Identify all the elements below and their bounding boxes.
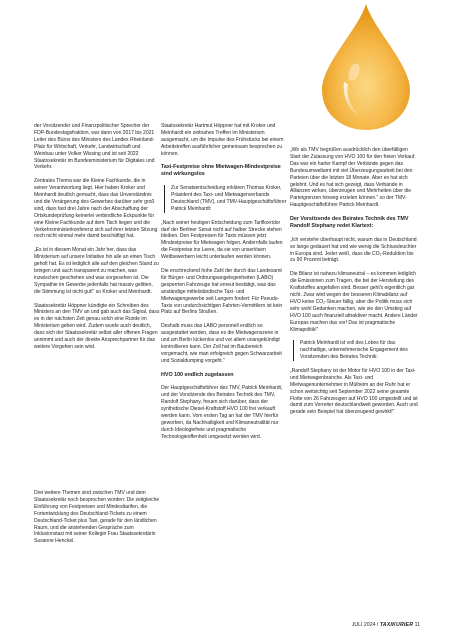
page-footer (352, 622, 420, 628)
body-paragraph: Deshalb muss das LABO personell endlich so ausgestattet werden, dass es die Mietwagenszene in und um Berlin lückenlos und vor allem unangekündigt kontrollieren kann. Der Zoll hat im Baubereich vorgemacht, wie man erfolgreich gegen Schwarzarbeit und Sozialdumping vorgeht.“ (161, 323, 282, 364)
text-segment (290, 147, 418, 423)
body-paragraph: Die erschreckend hohe Zahl der durch das Landesamt für Bürger- und Ordnungsangelegenheiten (LABO) gesperrten Fahrzeuge hat erneut bestätigt, was das anständige mittelständische Taxi- und Mietwagengewerbe seit Langem fordert: Für Pseudo-Taxis von undurchsichtigen Fahrten-Vermittlern ist kein Platz auf Berlins Straßen. (161, 267, 283, 316)
body-paragraph: Die Bilanz ist nahezu klimaneutral – es kommen lediglich die Emissionen zum Tragen, die bei der Herstellung des Kraftstoffes angefallen sind. Besser geht's eigentlich gar nicht. Zwar wird wegen der besseren Klimabilanz auf HVO keine CO₂-Steuer fällig, aber die Politik muss sich sehr wohl Gedanken machen, wie sie den Umstieg auf HVO 100 auch finanziell attraktiver macht. Andere Länder Europas machen das vor! Das ist pragmatische Klimapolitik!“ (290, 271, 418, 333)
footer-issue: JULI 2024 (351, 622, 376, 628)
intro-paragraph: Patrick Meinhardt ist voll des Lobes für das nachhaltige, unternehmerische Engagement des Vorsitzenden des Beirates Technik: (293, 340, 418, 361)
section-heading: HVO 100 endlich zugelassen (161, 371, 234, 378)
drop-body (322, 4, 410, 130)
section-heading: Der Vorsitzende des Beirates Technik des TMV Randolf Stephany redet Klartext: (290, 216, 409, 229)
body-paragraph: Drei weitere Themen sind zwischen TMV und dem Staatssekretär noch besprochen worden: Die zeitgleiche Einführung von Festpreisen und Mindesttarifen, die Fortentwicklung des Deutschland-Tickets zu einem Deutschland-Ticket plus Taxi, gerade für den ländlichen Raum, und die anstehenden Gespräche zum Inklusionstaxi mit seiner Kollegin Frau Staatssekretärin Susanne Henckel. (34, 490, 160, 545)
body-paragraph: „Randolf Stephany ist der Motor für HVO 100 in der Taxi- und Mietwagenbranche. Als Taxi- und Mietwagenunternehmer in Mülheim an der Ruhr hat er schon weitsichtig seit September 2022 seine gesamte Flotte von 26 Fahrzeugen auf HVO 100 umgestellt und ist damit zum Vorreiter deutschlandweit geworden. Auch und gerade sein Beispiel hat überzeugend gewirkt!“ (290, 367, 418, 416)
body-paragraph: „Nach seiner heutigen Entscheidung zum Tarifkorridor darf der Berliner Senat nicht auf halber Strecke stehen bleiben. Den Festpreisen für Taxis müssen jetzt Mindestpreise für Mietwagen folgen. Andernfalls laufen die Festpreise ins Leere, da sie von unseriösen Wettbewerbern leicht unterlaufen werden können. (161, 219, 283, 261)
footer-separator: / (376, 622, 379, 628)
footer-brand: TAXIKURIER (379, 622, 414, 628)
section-heading: Taxi-Festpreise ohne Mietwagen-Mindestpreise sind wirkungslos (161, 164, 281, 178)
intro-paragraph: Zur Senatsentscheidung erklären Thomas Kroker, Präsident des Taxi- und Mietwagenverbands Deutschland (TMV), und TMV-Hauptgeschäftsführer Patrick Meinhardt: (164, 185, 287, 213)
body-paragraph: Staatssekretär Höppner kündigte ein Schreiben des Ministers an den TMV an und gab auch das Signal, dass es in der nächsten Zeit genau solch eine Runde im Ministerium geben wird. Zudem wurde auch deutlich, dass sich der Staatssekretär selbst aller offenen Fragen annimmt und auch der direkte Ansprechpartner für das weitere Vorgehen sein wird. (34, 302, 160, 350)
footer-page-number: 11 (414, 622, 420, 628)
body-paragraph: Zentrales Thema war die Kleine Fachkunde, die in seiner Verantwortung liegt. Hier haben Kroker und Meinhardt deutlich gemacht, dass das Unverständnis und die Verärgerung des Gewerbes darüber sehr groß sind, dass fast drei Jahre nach der Abschaffung der Ortskundeprüfung keinerlei verbindliche Eckpunkte für eine Kleine Fachkunde auf dem Tisch liegen und die Verkehrsministerkonferenz sich auf ihrer letzten Sitzung noch nicht einmal mehr damit beschäftigt hat. (34, 178, 158, 240)
body-paragraph: „Ich verstehe überhaupt nicht, warum das in Deutschland so lange gedauert hat und wie wenig die Schlussleuchter in Europa sind. Jeder weiß, dass die CO₂-Reduktion bis zu 90 Prozent beträgt. (290, 236, 417, 264)
text-segment (161, 123, 287, 447)
text-segment (34, 490, 160, 552)
body-paragraph: „Wir als TMV begrüßen ausdrücklich den überfälligen Start der Zulassung von HVO 100 für den freien Verkauf. Das war ein harter Kampf der Verbände gegen das Bundesumweltamt mit viel Überzeugungsarbeit bei den Parteien über die letzten 18 Monate. Aber es hat sich gelohnt. Und es hat sich gezeigt, dass Verbände in Allianzen wirken, überzeugen und Mehrheiten über die Parteigrenzen hinweg erzielen können.“ so der TMV-Hauptgeschäftsführer Patrick Meinhardt. (290, 147, 416, 209)
fuel-drop-icon (316, 2, 416, 134)
text-segment (34, 123, 160, 358)
body-paragraph: Staatssekretär Hartmut Höppner hat mit Kroker und Meinhardt ein zeitnahes Treffen im Ministerium ausgemacht, um die Impulse des Frühstücks bei einem Arbeitstreffen ausführlicher gemeinsam besprechen zu können. (161, 123, 284, 157)
body-paragraph: der Vorsitzender und Finanzpolitischer Sprecher der FDP-Bundestagsfraktion, war dann von 2017 bis 2021 Leiter des Büros des Ministers des Landes Rheinland-Pfalz für Wirtschaft, Verkehr, Landwirtschaft und Weinbau unter Volker Wissing und ist seit 2022 Staatssekretär im Bundesministerium für Digitales und Verkehr. (34, 123, 155, 171)
body-paragraph: „Es ist in diesem Monat ein Jahr her, dass das Ministerium auf unsere Initiative hin alle an einen Tisch geholt hat. Es ist lediglich alle auf den gleichen Stand zu bringen und auch transparent zu machen, was inzwischen geschehen und was vorgesehen ist. Die Sympathie im Gewerbe jedenfalls hat massiv gelitten, die Stimmung ist nicht gut!“ so Kroker und Meinhardt. (34, 247, 159, 295)
body-paragraph: Der Hauptgeschäftsführer des TMV, Patrick Meinhardt, und der Vorsitzende des Beirates Technik des TMV, Randolf Stephany, freuen sich darüber, dass der synthetische Diesel-Kraftstoff HVO 100 frei verkauft werden kann. Vom ersten Tag an hat der TMV hierfür geworben, da Nachhaltigkeit und Klimaneutralität nur durch Ideologiefreie und pragmatische Technologieoffenheit umgesetzt werden wird. (161, 385, 283, 440)
